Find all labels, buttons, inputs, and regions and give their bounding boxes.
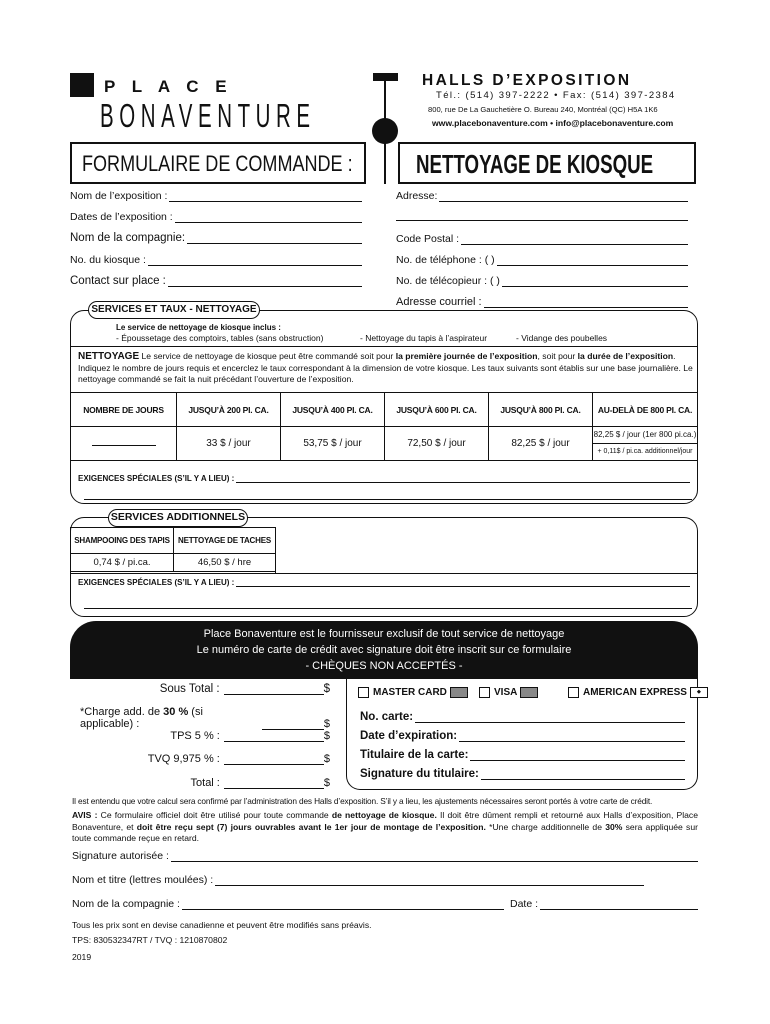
form-title-box xyxy=(70,142,366,184)
footer-company-field[interactable]: Nom de la compagnie : xyxy=(72,898,504,910)
logo xyxy=(70,73,316,134)
phone-field[interactable]: No. de téléphone : ( ) xyxy=(396,254,688,266)
special-req-input-1[interactable] xyxy=(236,473,690,483)
amex-option[interactable]: AMERICAN EXPRESS ◆ xyxy=(568,687,708,698)
col-600: JUSQU’À 600 PI. CA. xyxy=(385,393,489,427)
address-line2-field[interactable] xyxy=(396,211,688,221)
prices-note: Tous les prix sont en devise canadienne et peuvent être modifiés sans préavis. xyxy=(72,920,372,930)
notice-banner xyxy=(70,621,698,679)
card-signature-row[interactable]: Signature du titulaire: xyxy=(360,768,685,780)
confirmation-note: Il est entendu que votre calcul sera confirmé par l’administration des Halls d’exposition. S’il y a lieu, les ajustements nécessaires seront portés à votre carte de crédit. xyxy=(72,796,653,806)
name-title-input[interactable] xyxy=(215,876,644,886)
cardholder-input[interactable] xyxy=(470,751,685,761)
rate-600[interactable]: 72,50 $ / jour xyxy=(385,427,489,461)
cardholder-row[interactable]: Titulaire de la carte: xyxy=(360,749,685,761)
col-days: NOMBRE DE JOURS xyxy=(71,393,177,427)
company-name-input[interactable] xyxy=(187,234,362,244)
exhibition-name-input[interactable] xyxy=(169,192,362,202)
rate-400[interactable]: 53,75 $ / jour xyxy=(281,427,385,461)
total-input[interactable] xyxy=(224,779,324,789)
rate-over-800-base: 82,25 $ / jour (1er 800 pi.ca.) xyxy=(593,427,697,444)
logo-place: P L A C E xyxy=(104,77,233,96)
additional-table xyxy=(70,527,276,572)
col-200: JUSQU’À 200 PI. CA. xyxy=(177,393,281,427)
form-year: 2019 xyxy=(72,952,92,962)
additional-right-divider xyxy=(275,527,276,574)
expiry-row[interactable]: Date d’expiration: xyxy=(360,730,685,742)
rate-stain[interactable]: 46,50 $ / hre xyxy=(174,554,276,572)
exhibition-dates-field[interactable]: Dates de l’exposition : xyxy=(70,211,362,223)
included-item-3: - Vidange des poubelles xyxy=(516,333,608,343)
special-req-field-1[interactable]: EXIGENCES SPÉCIALES (S’IL Y A LIEU) : xyxy=(78,473,690,483)
included-item-2: - Nettoyage du tapis à l’aspirateur xyxy=(360,333,488,343)
rate-over-800-extra: + 0,11$ / pi.ca. additionnel/jour xyxy=(597,448,693,455)
services-badge: SERVICES ET TAUX - NETTOYAGE xyxy=(88,301,260,319)
fax-input[interactable] xyxy=(502,277,688,287)
col-stain: NETTOYAGE DE TACHES xyxy=(174,528,276,554)
amex-checkbox[interactable] xyxy=(568,687,579,698)
special-req-field-2[interactable]: EXIGENCES SPÉCIALES (S’IL Y A LIEU) : xyxy=(78,577,690,587)
phone-input[interactable] xyxy=(497,256,688,266)
tps-input[interactable] xyxy=(224,732,324,742)
special-req-line-3[interactable] xyxy=(84,608,692,609)
notice-line-3: - CHÈQUES NON ACCEPTÉS - xyxy=(305,660,463,672)
kiosk-number-field[interactable]: No. du kiosque : xyxy=(70,254,362,266)
fax-field[interactable]: No. de télécopieur : ( ) xyxy=(396,275,688,287)
address-input[interactable] xyxy=(439,192,688,202)
onsite-contact-field[interactable]: Contact sur place : xyxy=(70,275,362,287)
mastercard-logo-icon xyxy=(450,687,468,698)
service-description: NETTOYAGE Le service de nettoyage de kiosque peut être commandé soit pour la première journée de l’exposition, soit pour la durée de l’exposition. Indiquez le nombre de jours requis et encerclez le taux correspondant à la dimension de votre kiosque. Les taux suivants sont établis sur une base journalière. Le nettoyage commandé se fait la nuit précédant l’ouverture de l’exposition. xyxy=(78,351,693,384)
form-title: FORMULAIRE DE COMMANDE : xyxy=(82,151,353,176)
service-title-box xyxy=(398,142,696,184)
rates-table xyxy=(70,392,698,461)
total-row[interactable]: Total : $ xyxy=(190,777,330,789)
special-req-line-2[interactable] xyxy=(84,499,692,500)
onsite-contact-input[interactable] xyxy=(168,277,362,287)
date-field[interactable]: Date : xyxy=(510,898,698,910)
logo-square xyxy=(70,73,94,97)
col-800: JUSQU’À 800 PI. CA. xyxy=(489,393,593,427)
rate-800[interactable]: 82,25 $ / jour xyxy=(489,427,593,461)
additional-bottom-divider xyxy=(70,573,698,574)
venue-title: HALLS D’EXPOSITION xyxy=(422,72,632,89)
divider-circle xyxy=(372,118,398,144)
visa-option[interactable]: VISA xyxy=(479,687,538,698)
rate-shampoo[interactable]: 0,74 $ / pi.ca. xyxy=(71,554,174,572)
venue-web-email: www.placebonaventure.com • info@placebonaventure.com xyxy=(432,118,674,128)
tvq-row[interactable]: TVQ 9,975 % : $ xyxy=(147,753,330,765)
included-item-1: - Époussetage des comptoirs, tables (sans obstruction) xyxy=(116,333,324,343)
subtotal-input[interactable] xyxy=(224,685,324,695)
name-title-field[interactable]: Nom et titre (lettres moulées) : xyxy=(72,874,644,886)
col-400: JUSQU’À 400 PI. CA. xyxy=(281,393,385,427)
late-charge-row[interactable]: *Charge add. de 30 % (si applicable) : $ xyxy=(80,706,330,730)
col-over-800: AU-DELÀ DE 800 PI. CA. xyxy=(593,393,698,427)
special-req-input-2[interactable] xyxy=(236,577,690,587)
service-title: NETTOYAGE DE KIOSQUE xyxy=(416,149,654,179)
amex-logo-icon: ◆ xyxy=(690,687,708,698)
avis-notice: AVIS : Ce formulaire officiel doit être utilisé pour toute commande de nettoyage de kiosque. Il doit être dûment rempli et retourné aux Halls d’exposition, Place Bonaventure, et doit être reçu sept (7) jours ouvrables avant le 1er jour de montage de l’exposition. *Une charge additionnelle de 30% sera appliquée sur toute commande reçue en retard. xyxy=(72,810,699,843)
visa-logo-icon xyxy=(520,687,538,698)
kiosk-number-input[interactable] xyxy=(148,256,362,266)
rate-200[interactable]: 33 $ / jour xyxy=(177,427,281,461)
expiry-input[interactable] xyxy=(459,732,685,742)
email-field[interactable]: Adresse courriel : xyxy=(396,296,688,308)
authorized-signature-input[interactable] xyxy=(171,852,698,862)
venue-address: 800, rue De La Gauchetière O. Bureau 240, Montréal (QC) H5A 1K6 xyxy=(428,105,658,114)
company-name-field[interactable]: Nom de la compagnie: xyxy=(70,232,362,244)
footer-company-input[interactable] xyxy=(182,900,504,910)
subtotal-row[interactable]: Sous Total : $ xyxy=(159,683,330,695)
logo-bonaventure: BONAVENTURE xyxy=(100,97,316,134)
email-input[interactable] xyxy=(484,298,688,308)
mastercard-checkbox[interactable] xyxy=(358,687,369,698)
notice-line-1: Place Bonaventure est le fournisseur exclusif de tout service de nettoyage xyxy=(203,628,565,640)
tvq-input[interactable] xyxy=(224,755,324,765)
divider-top-bar xyxy=(373,73,398,81)
exhibition-name-field[interactable]: Nom de l’exposition : xyxy=(70,190,362,202)
late-charge-input[interactable] xyxy=(262,720,324,730)
address-line2-input[interactable] xyxy=(396,211,688,221)
included-title: Le service de nettoyage de kiosque inclus : xyxy=(116,323,281,332)
days-input-cell[interactable] xyxy=(71,427,177,461)
visa-checkbox[interactable] xyxy=(479,687,490,698)
tps-row[interactable]: TPS 5 % : $ xyxy=(170,730,330,742)
col-shampoo: SHAMPOOING DES TAPIS xyxy=(71,528,174,554)
exhibition-dates-input[interactable] xyxy=(175,213,362,223)
postal-code-field[interactable]: Code Postal : xyxy=(396,233,688,245)
date-input[interactable] xyxy=(540,900,698,910)
card-number-row[interactable]: No. carte: xyxy=(360,711,685,723)
separator-line xyxy=(70,346,698,347)
mastercard-option[interactable]: MASTER CARD xyxy=(358,687,468,698)
notice-line-2: Le numéro de carte de crédit avec signature doit être inscrit sur ce formulaire xyxy=(196,644,572,656)
card-number-input[interactable] xyxy=(415,713,685,723)
authorized-signature-field[interactable]: Signature autorisée : xyxy=(72,850,698,862)
address-field[interactable]: Adresse: xyxy=(396,190,688,202)
phone-fax: Tél.: (514) 397-2222 • Fax: (514) 397-2384 xyxy=(436,90,676,101)
card-signature-input[interactable] xyxy=(481,770,685,780)
additional-badge: SERVICES ADDITIONNELS xyxy=(108,509,248,527)
rate-over-800[interactable] xyxy=(593,427,698,461)
postal-code-input[interactable] xyxy=(461,235,688,245)
tax-ids: TPS: 830532347RT / TVQ : 1210870802 xyxy=(72,935,228,945)
